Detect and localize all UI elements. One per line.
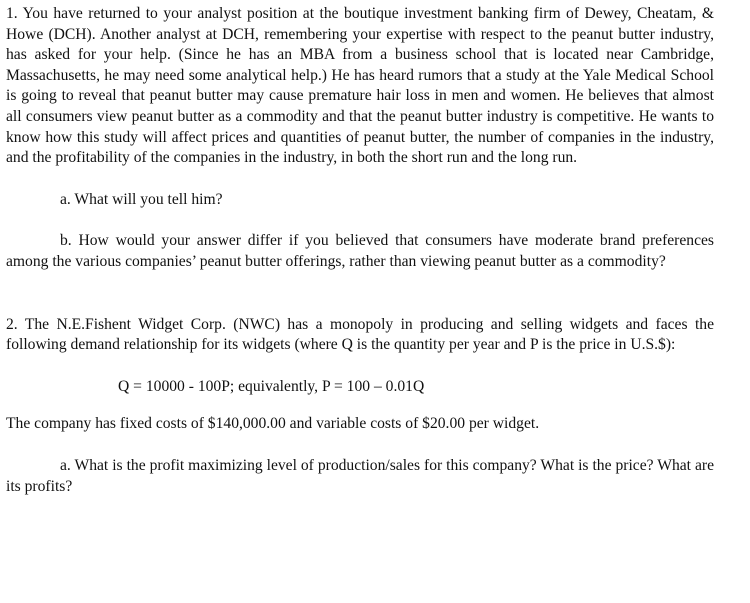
- question-2-text: 2. The N.E.Fishent Widget Corp. (NWC) has a monopoly in producing and selling widgets and faces the following demand relationship for its widgets (where Q is the quantity per year and P is the price in U.S.$):: [6, 315, 714, 354]
- question-1-text: 1. You have returned to your analyst position at the boutique investment banking firm of Dewey, Cheatam, & Howe (DCH). Another analyst at DCH, remembering your expertise with respect to the peanut butter industry, has asked for your help. (Since he has an MBA from a business school that is located near Cambridge, Massachusetts, he may need some analytical help.) He has heard rumors that a study at the Yale Medical School is going to reveal that peanut butter may cause premature hair loss in men and women. He believes that almost all consumers view peanut butter as a commodity and that the peanut butter industry is competitive. He wants to know how this study will affect prices and quantities of peanut butter, the number of companies in the industry, and the profitability of the companies in the industry, in both the short run and the long run.: [6, 5, 714, 167]
- question-2-part-a: a. What is the profit maximizing level of production/sales for this company? What is the price? What are its profits?: [6, 456, 714, 495]
- question-1-part-b: b. How would your answer differ if you believed that consumers have moderate brand preferences among the various companies’ peanut butter offerings, rather than viewing peanut butter as a commodity?: [6, 232, 714, 270]
- cost-statement: The company has fixed costs of $140,000.00 and variable costs of $20.00 per widget.: [6, 415, 540, 433]
- demand-equation: Q = 10000 - 100P; equivalently, P = 100 – 0.01Q: [118, 377, 425, 395]
- document-page: [6, 4, 714, 497]
- question-1-part-a: a. What will you tell him?: [60, 190, 223, 208]
